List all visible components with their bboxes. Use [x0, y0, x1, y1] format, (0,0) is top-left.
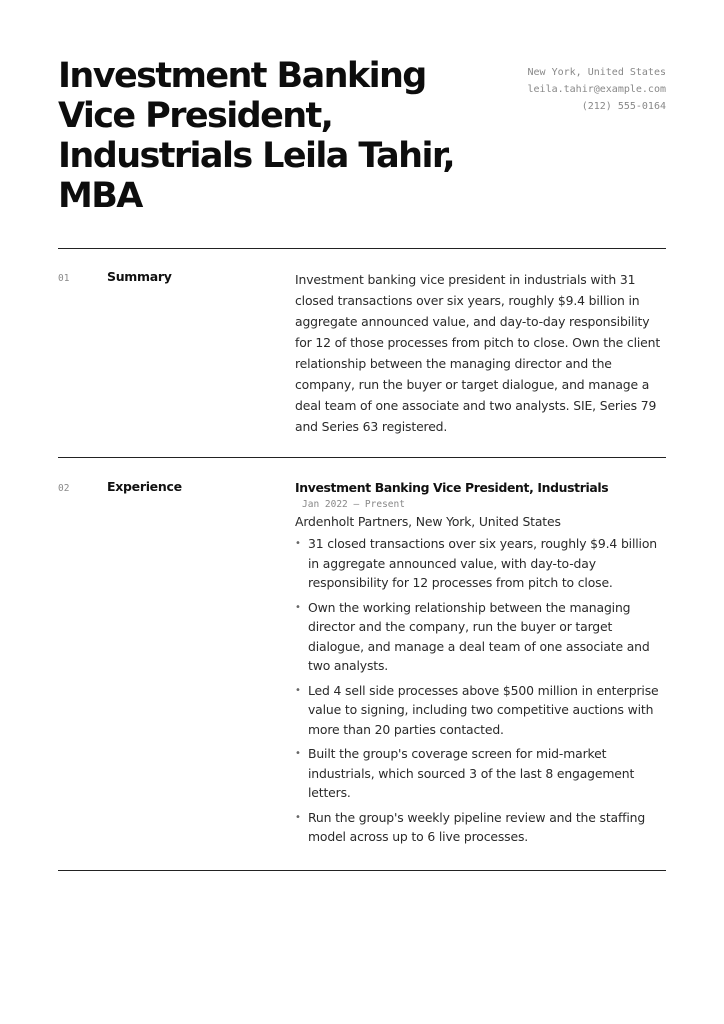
- bullet-icon: •: [295, 811, 301, 823]
- list-item: [295, 744, 667, 803]
- contact-block: [528, 64, 666, 115]
- job-dates: Jan 2022 — Present: [302, 499, 405, 510]
- job-title: Investment Banking Vice President, Industrials: [295, 480, 609, 495]
- bullet-icon: •: [295, 684, 301, 696]
- section-title: Summary: [107, 269, 172, 284]
- experience-body: [295, 479, 667, 847]
- section-number: 01: [58, 273, 70, 284]
- bullet-text: Built the group's coverage screen for mid-market industrials, which sourced 3 of the last 8 engagement letters.: [308, 746, 635, 800]
- job-entry: [295, 479, 667, 847]
- summary-section: [58, 249, 666, 457]
- list-item: [295, 681, 667, 740]
- bullet-icon: •: [295, 538, 301, 549]
- bullet-text: Run the group's weekly pipeline review and the staffing model across up to 6 live processes.: [308, 809, 646, 844]
- section-title: Experience: [107, 479, 182, 494]
- bullet-text: Own the working relationship between the managing director and the company, run the buyer or target dialogue, and manage a deal team of one associate and two analysts.: [308, 599, 650, 673]
- experience-section: [58, 458, 666, 870]
- list-item: [295, 534, 667, 593]
- list-item: [295, 598, 667, 676]
- list-item: [295, 808, 667, 847]
- summary-body: [295, 269, 667, 437]
- bullet-icon: •: [295, 601, 301, 613]
- section-divider: [58, 870, 666, 871]
- bullet-icon: •: [295, 748, 301, 759]
- resume-page: [58, 0, 666, 871]
- summary-text: Investment banking vice president in industrials with 31 closed transactions over six years, roughly $9.4 billion in aggregate announced value, and day-to-day responsibility for 12 of those processes from pitch to close. Own the client relationship between the managing director and the company, run the buyer or target dialogue, and manage a deal team of one associate and two analysts. SIE, Series 79 and Series 63 registered.: [295, 272, 661, 434]
- contact-location: New York, United States: [527, 67, 666, 78]
- job-bullets: [295, 534, 667, 847]
- contact-phone[interactable]: (212) 555-0164: [581, 101, 666, 112]
- bullet-text: 31 closed transactions over six years, roughly $9.4 billion in aggregate announced value, with day-to-day responsibility for 12 processes from pitch to close.: [308, 536, 657, 590]
- job-company: Ardenholt Partners, New York, United States: [295, 514, 561, 529]
- resume-header: [58, 0, 666, 248]
- section-number: 02: [58, 483, 70, 494]
- page-title: Investment Banking Vice President, Industrials Leila Tahir, MBA: [58, 56, 455, 216]
- bullet-text: Led 4 sell side processes above $500 million in enterprise value to signing, including two competitive auctions with more than 20 parties contacted.: [308, 682, 659, 737]
- contact-email[interactable]: leila.tahir@example.com: [527, 84, 666, 95]
